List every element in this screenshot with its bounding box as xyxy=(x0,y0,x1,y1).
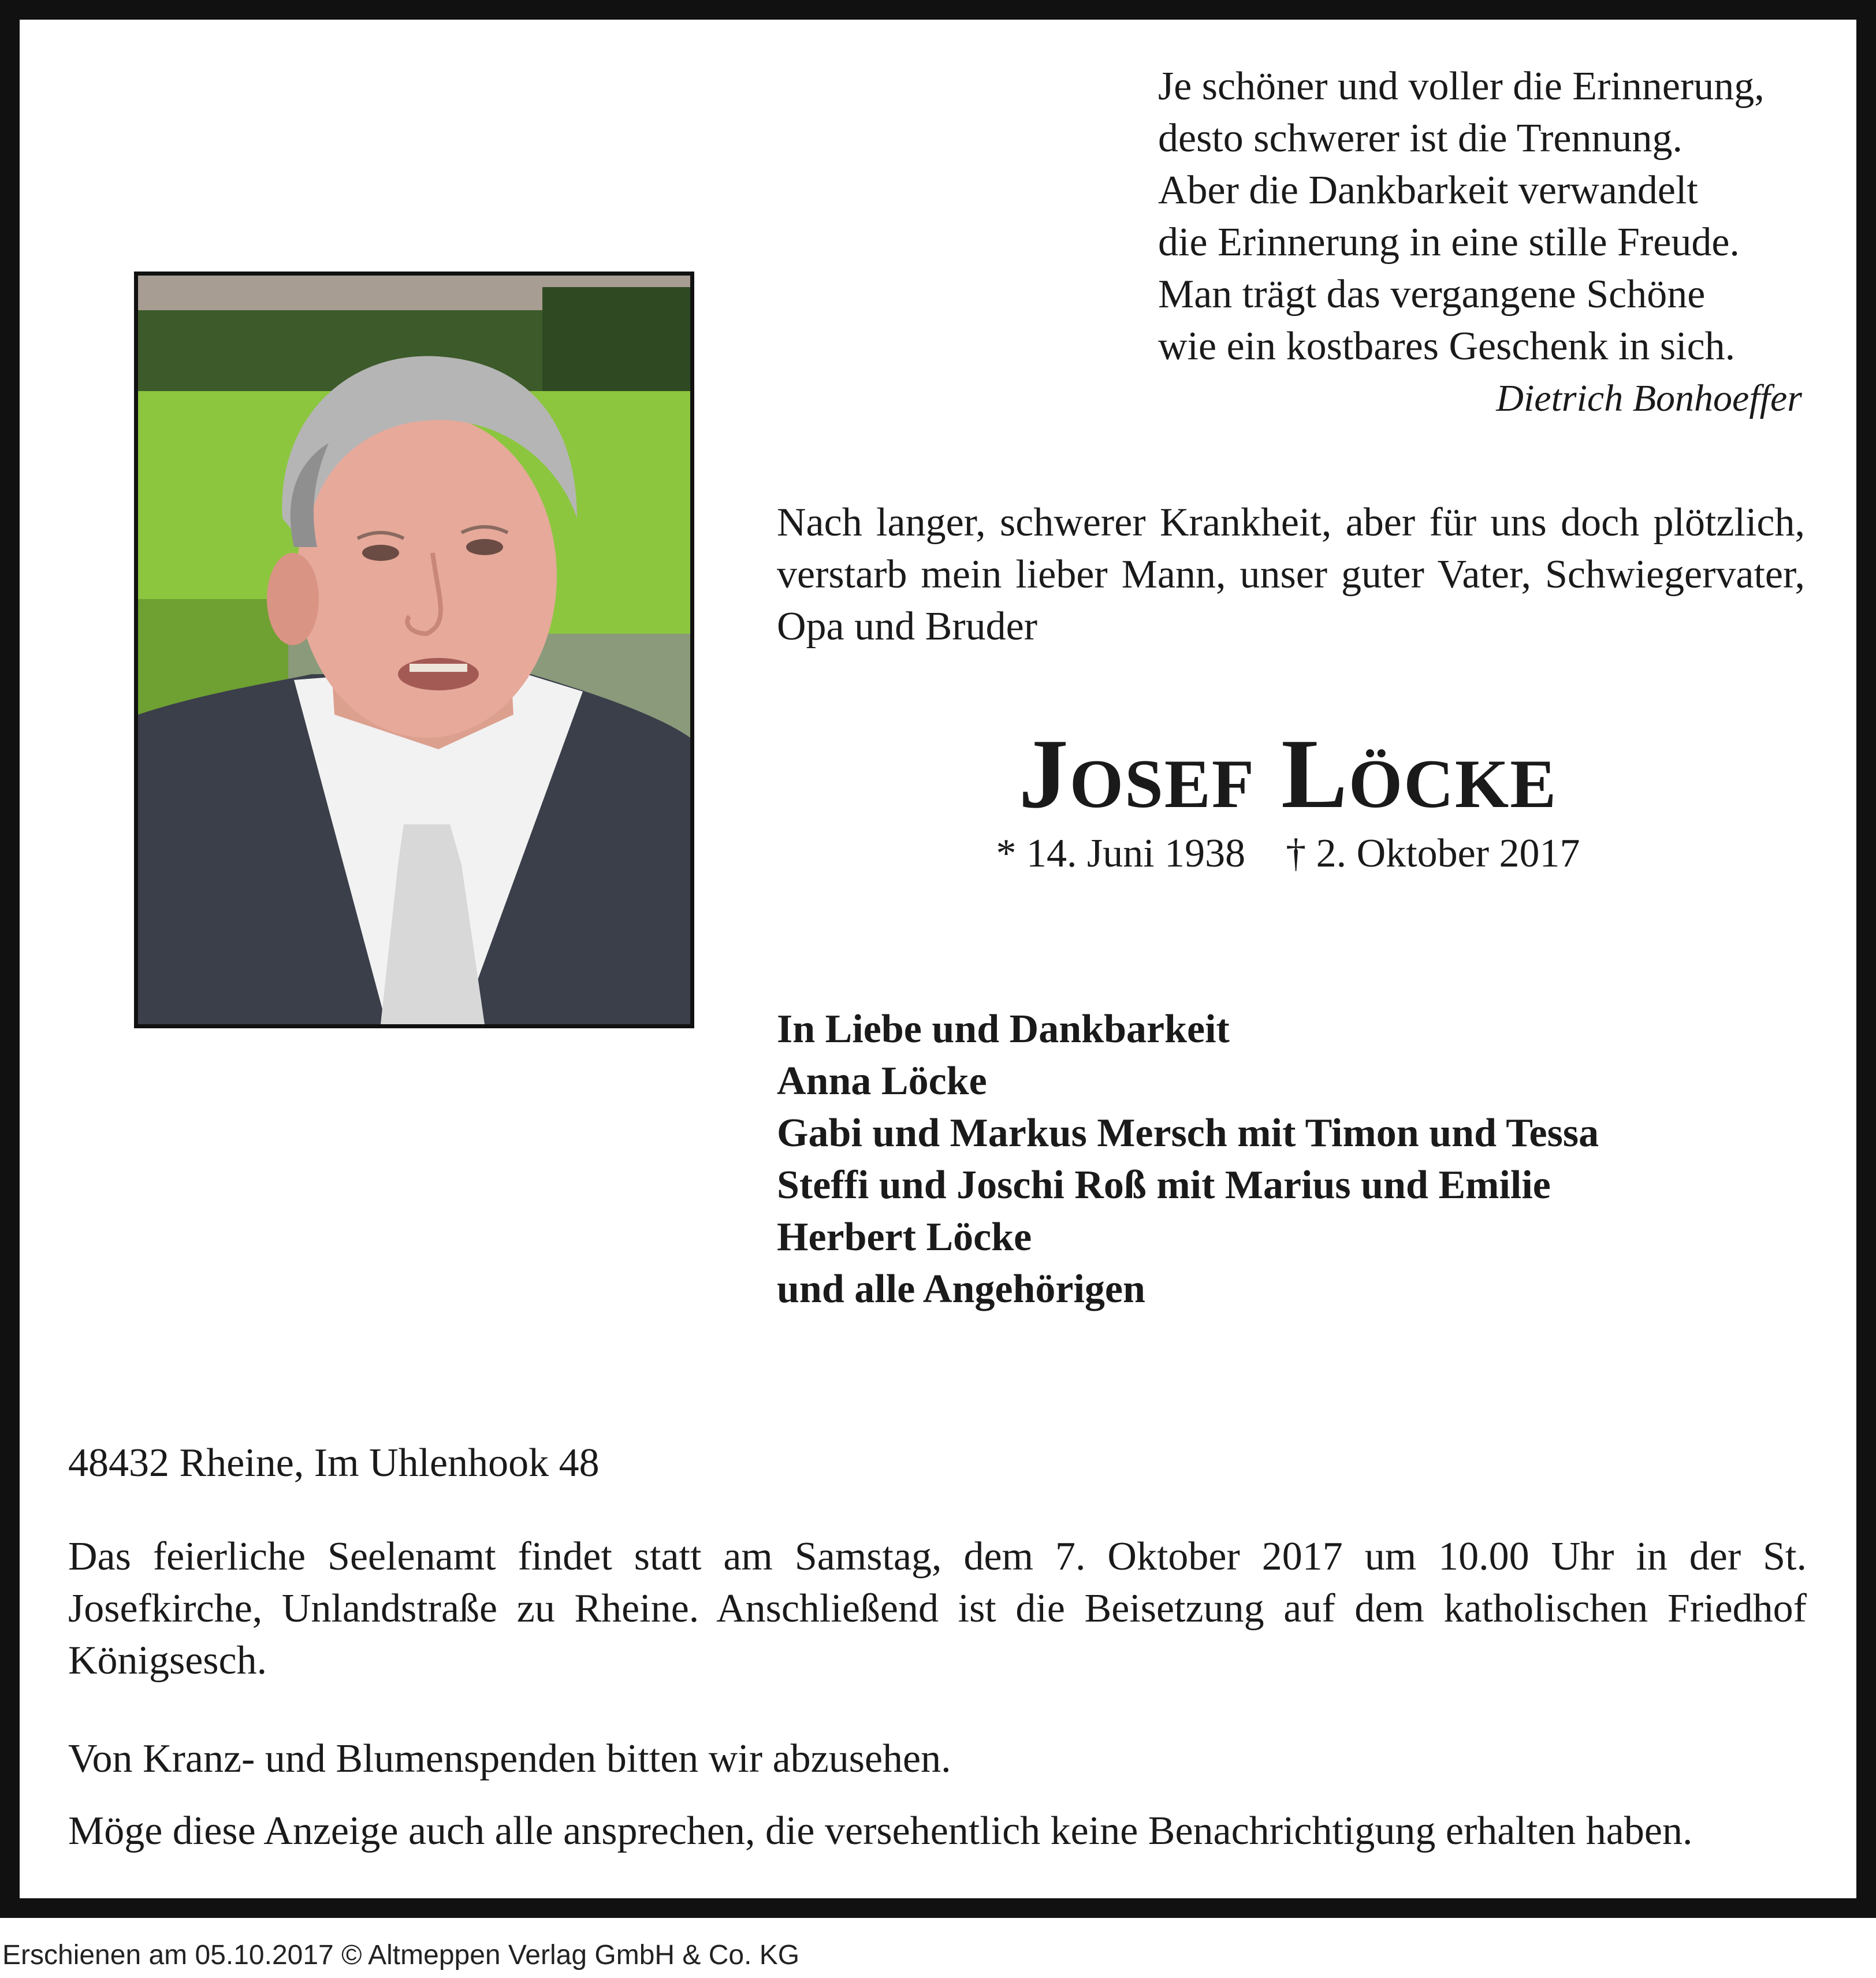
quote-line: desto schwerer ist die Trennung. xyxy=(1158,116,1683,161)
mourner-line: Steffi und Joschi Roß mit Marius und Emilie xyxy=(777,1163,1551,1207)
mourner-line: Gabi und Markus Mersch mit Timon und Tessa xyxy=(777,1111,1599,1155)
portrait-photo xyxy=(134,272,694,1028)
deceased-name: Josef Löcke xyxy=(1018,719,1558,829)
life-dates xyxy=(768,828,1808,880)
quote-author: Dietrich Bonhoeffer xyxy=(1496,377,1802,419)
flowers-note: Von Kranz- und Blumenspenden bitten wir abzusehen. xyxy=(68,1737,951,1781)
quote-line: Man trägt das vergangene Schöne xyxy=(1158,272,1706,317)
quote-line: wie ein kostbares Geschenk in sich. xyxy=(1158,324,1736,369)
quote-block xyxy=(1158,61,1811,425)
notification-note: Möge diese Anzeige auch alle ansprechen, die versehentlich keine Benachrichtigung erhalten haben. xyxy=(68,1809,1693,1853)
death-date: † 2. Oktober 2017 xyxy=(1286,831,1580,876)
portrait-image xyxy=(138,276,690,1024)
intro-text: Nach langer, schwerer Krankheit, aber für uns doch plötzlich, verstarb mein lieber Mann, unser guter Vater, Schwiegervater, Opa und Bruder xyxy=(777,500,1805,649)
birth-date: * 14. Juni 1938 xyxy=(996,831,1246,876)
publication-footer: Erschienen am 05.10.2017 © Altmeppen Verlag GmbH & Co. KG xyxy=(2,1940,800,1970)
quote-line: Aber die Dankbarkeit verwandelt xyxy=(1158,168,1698,213)
address: 48432 Rheine, Im Uhlenhook 48 xyxy=(68,1441,600,1485)
mourner-line: In Liebe und Dankbarkeit xyxy=(777,1007,1230,1051)
mourner-line: Herbert Löcke xyxy=(777,1215,1032,1259)
mourner-line: und alle Angehörigen xyxy=(777,1267,1145,1311)
mourners-list xyxy=(777,1003,1805,1315)
quote-line: Je schöner und voller die Erinnerung, xyxy=(1158,64,1765,109)
service-info: Das feierliche Seelenamt findet statt am Samstag, dem 7. Oktober 2017 um 10.00 Uhr in der St. Josefkirche, Unlandstraße zu Rheine. Anschließend ist die Beisetzung auf dem katholischen Friedhof Königsesch. xyxy=(68,1534,1807,1683)
mourner-line: Anna Löcke xyxy=(777,1059,987,1103)
quote-line: die Erinnerung in eine stille Freude. xyxy=(1158,220,1740,265)
